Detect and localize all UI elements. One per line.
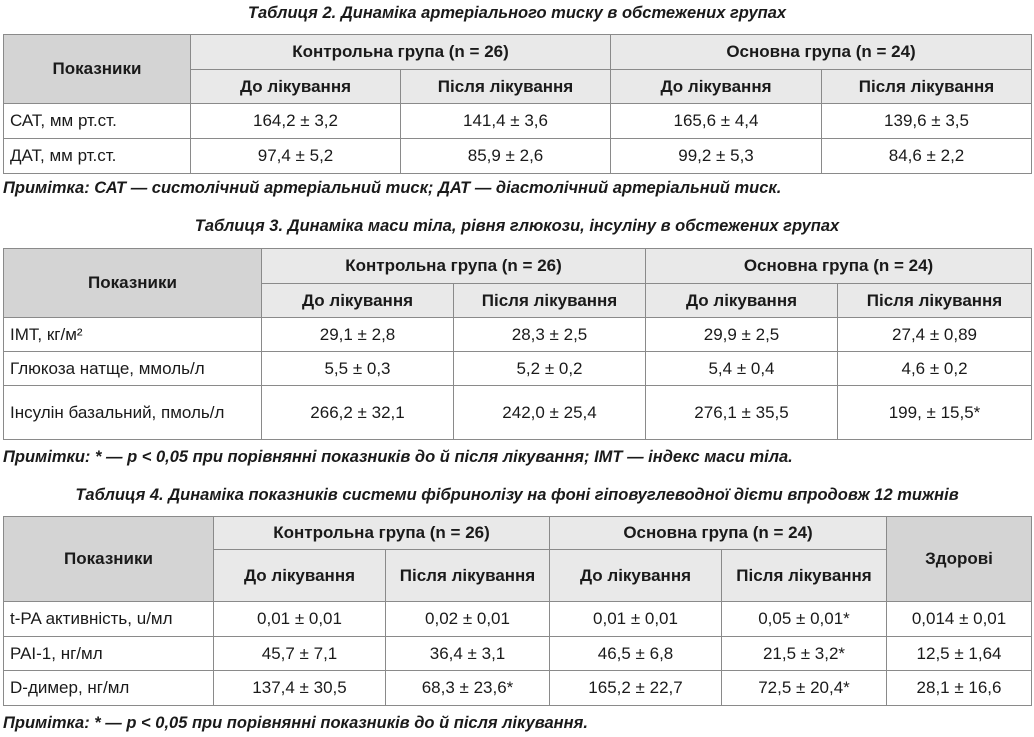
cell-value: 28,1 ± 16,6 — [887, 671, 1032, 706]
cell-value: 21,5 ± 3,2* — [722, 637, 887, 671]
cell-value: 0,01 ± 0,01 — [214, 602, 386, 637]
cell-value: 72,5 ± 20,4* — [722, 671, 887, 706]
cell-value: 139,6 ± 3,5 — [822, 104, 1032, 139]
table-row — [4, 139, 1032, 174]
cell-value: 5,5 ± 0,3 — [262, 352, 454, 386]
cell-value: 141,4 ± 3,6 — [401, 104, 611, 139]
table-row — [4, 318, 1032, 352]
table2 — [3, 34, 1032, 174]
table4-caption: Таблиця 4. Динаміка показників системи фібринолізу на фоні гіповуглеводної дієти впродовж 12 тижнів — [75, 486, 959, 504]
table4-control-before: До лікування — [214, 550, 386, 602]
cell-value: 4,6 ± 0,2 — [838, 352, 1032, 386]
cell-value: 84,6 ± 2,2 — [822, 139, 1032, 174]
cell-value: 0,02 ± 0,01 — [386, 602, 550, 637]
row-label: Інсулін базальний, пмоль/л — [4, 386, 262, 440]
table3-note: Примітки: * — р < 0,05 при порівнянні показників до й після лікування; ІМТ — індекс маси тіла. — [3, 448, 793, 466]
table2-note: Примітка: САТ — систолічний артеріальний тиск; ДАТ — діастолічний артеріальний тиск. — [3, 179, 782, 197]
cell-value: 137,4 ± 30,5 — [214, 671, 386, 706]
cell-value: 0,01 ± 0,01 — [550, 602, 722, 637]
cell-value: 29,1 ± 2,8 — [262, 318, 454, 352]
row-label: D-димер, нг/мл — [4, 671, 214, 706]
cell-value: 28,3 ± 2,5 — [454, 318, 646, 352]
row-label: ІМТ, кг/м² — [4, 318, 262, 352]
cell-value: 276,1 ± 35,5 — [646, 386, 838, 440]
table4-main-before: До лікування — [550, 550, 722, 602]
table4-group-main: Основна група (n = 24) — [550, 517, 887, 550]
table2-group-main: Основна група (n = 24) — [611, 35, 1032, 70]
table-row — [4, 602, 1032, 637]
table2-caption: Таблиця 2. Динаміка артеріального тиску в обстежених групах — [247, 4, 787, 22]
table2-group-control: Контрольна група (n = 26) — [191, 35, 611, 70]
cell-value: 5,2 ± 0,2 — [454, 352, 646, 386]
table2-control-after: Після лікування — [401, 70, 611, 104]
table3-main-after: Після лікування — [838, 284, 1032, 318]
table-row — [4, 104, 1032, 139]
cell-value: 97,4 ± 5,2 — [191, 139, 401, 174]
row-label: t-PA активність, u/мл — [4, 602, 214, 637]
cell-value: 165,6 ± 4,4 — [611, 104, 822, 139]
cell-value: 99,2 ± 5,3 — [611, 139, 822, 174]
cell-value: 29,9 ± 2,5 — [646, 318, 838, 352]
table-row — [4, 386, 1032, 440]
table-row — [4, 671, 1032, 706]
table2-main-after: Після лікування — [822, 70, 1032, 104]
row-label: PAI-1, нг/мл — [4, 637, 214, 671]
cell-value: 27,4 ± 0,89 — [838, 318, 1032, 352]
table4-label-header: Показники — [4, 517, 214, 602]
table4-note: Примітка: * — р < 0,05 при порівнянні показників до й після лікування. — [3, 714, 588, 732]
table3 — [3, 248, 1032, 440]
table4-control-after: Після лікування — [386, 550, 550, 602]
table4-healthy-header: Здорові — [887, 517, 1032, 602]
table4-group-control: Контрольна група (n = 26) — [214, 517, 550, 550]
cell-value: 164,2 ± 3,2 — [191, 104, 401, 139]
cell-value: 199, ± 15,5* — [838, 386, 1032, 440]
table2-main-before: До лікування — [611, 70, 822, 104]
cell-value: 12,5 ± 1,64 — [887, 637, 1032, 671]
table3-main-before: До лікування — [646, 284, 838, 318]
cell-value: 0,05 ± 0,01* — [722, 602, 887, 637]
cell-value: 165,2 ± 22,7 — [550, 671, 722, 706]
table3-control-before: До лікування — [262, 284, 454, 318]
cell-value: 85,9 ± 2,6 — [401, 139, 611, 174]
table2-label-header: Показники — [4, 35, 191, 104]
table2-control-before: До лікування — [191, 70, 401, 104]
table-row — [4, 637, 1032, 671]
table-row — [4, 352, 1032, 386]
cell-value: 68,3 ± 23,6* — [386, 671, 550, 706]
cell-value: 45,7 ± 7,1 — [214, 637, 386, 671]
table4 — [3, 516, 1032, 706]
table4-main-after: Після лікування — [722, 550, 887, 602]
table3-control-after: Після лікування — [454, 284, 646, 318]
row-label: ДАТ, мм рт.ст. — [4, 139, 191, 174]
cell-value: 242,0 ± 25,4 — [454, 386, 646, 440]
row-label: Глюкоза натще, ммоль/л — [4, 352, 262, 386]
cell-value: 46,5 ± 6,8 — [550, 637, 722, 671]
table3-caption: Таблиця 3. Динаміка маси тіла, рівня глюкози, інсуліну в обстежених групах — [194, 217, 840, 235]
table3-group-control: Контрольна група (n = 26) — [262, 249, 646, 284]
cell-value: 266,2 ± 32,1 — [262, 386, 454, 440]
cell-value: 0,014 ± 0,01 — [887, 602, 1032, 637]
row-label: САТ, мм рт.ст. — [4, 104, 191, 139]
cell-value: 36,4 ± 3,1 — [386, 637, 550, 671]
table3-label-header: Показники — [4, 249, 262, 318]
cell-value: 5,4 ± 0,4 — [646, 352, 838, 386]
table3-group-main: Основна група (n = 24) — [646, 249, 1032, 284]
